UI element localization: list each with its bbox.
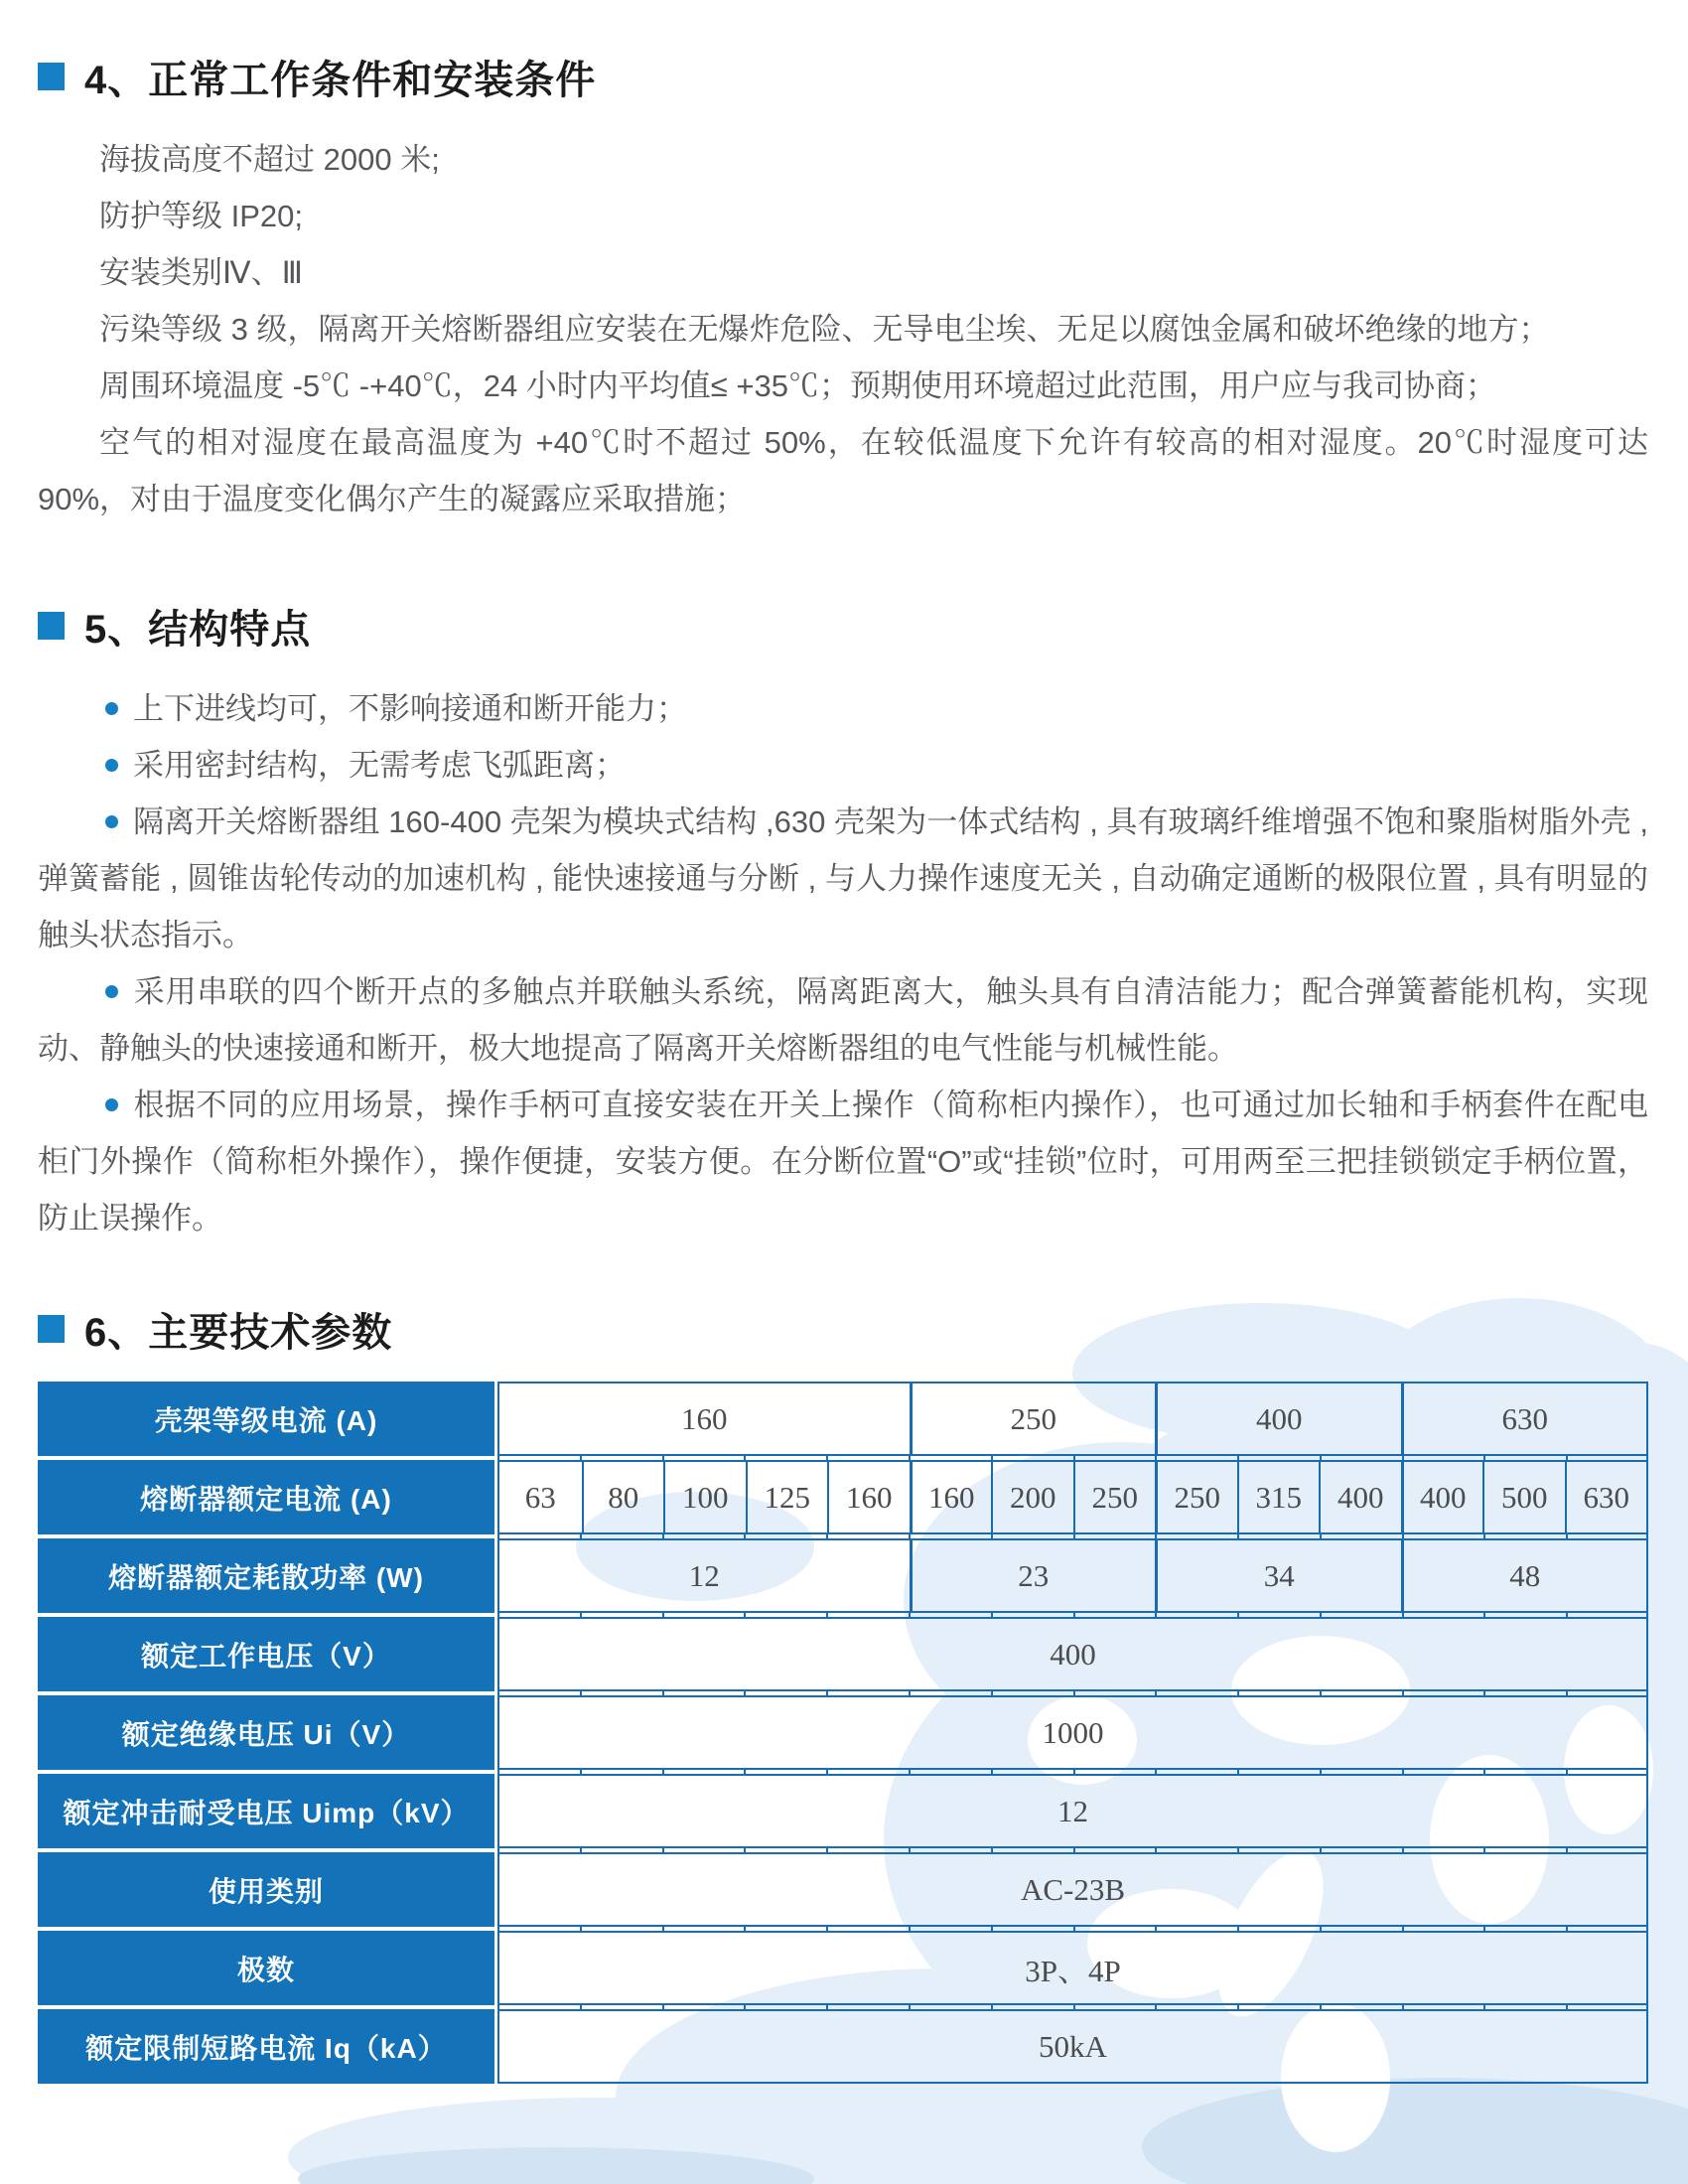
paragraph: 空气的相对湿度在最高温度为 +40℃时不超过 50%，在较低温度下允许有较高的相对湿度。20℃时湿度可达 90%，对由于温度变化偶尔产生的凝露应采取措施；	[38, 425, 1648, 516]
table-row	[38, 1460, 1648, 1534]
table-cell: 315	[1237, 1462, 1320, 1532]
table-cell: 400	[1050, 1636, 1096, 1672]
row-separator	[38, 1534, 1648, 1538]
table-row	[38, 2009, 1648, 2084]
table-row	[38, 1931, 1648, 2005]
table-cell: 630	[1401, 1383, 1647, 1454]
row-values	[497, 1695, 1648, 1770]
table-cell: 160	[910, 1462, 992, 1532]
table-row	[38, 1695, 1648, 1770]
paragraph: 海拔高度不超过 2000 米;	[99, 142, 440, 177]
table-cell: AC-23B	[1020, 1871, 1126, 1907]
blue-square-icon	[38, 612, 65, 640]
section-4-title: 4、正常工作条件和安装条件	[84, 58, 597, 102]
table-cell: 400	[1319, 1462, 1401, 1532]
table-cell: 23	[910, 1540, 1156, 1611]
row-label: 额定绝缘电压 Ui（V）	[38, 1695, 494, 1770]
row-label: 额定工作电压（V）	[38, 1617, 494, 1691]
section-5-title: 5、结构特点	[84, 607, 312, 652]
section-5-heading	[38, 601, 1688, 651]
paragraph: 安装类别Ⅳ、Ⅲ	[99, 255, 303, 290]
table-cell: 160	[681, 1400, 728, 1436]
table-cell: 200	[991, 1462, 1073, 1532]
bullet-text: 根据不同的应用场景，操作手柄可直接安装在开关上操作（简称柜内操作），也可通过加长轴和手柄套件在配电柜门外操作（简称柜外操作），操作便捷，安装方便。在分断位置“O”或“挂锁”位时，可用两至三把挂锁锁定手柄位置，防止误操作。	[38, 1088, 1648, 1236]
table-cell: 250	[910, 1383, 1156, 1454]
row-label: 熔断器额定耗散功率 (W)	[38, 1538, 494, 1613]
table-cell: 250	[1155, 1462, 1237, 1532]
table-row	[38, 1774, 1648, 1848]
row-label: 额定限制短路电流 Iq（kA）	[38, 2009, 494, 2084]
row-values	[497, 1538, 1648, 1613]
table-cell: 630	[1565, 1462, 1647, 1532]
row-values	[497, 1852, 1648, 1927]
bullet-dot-icon	[105, 985, 118, 998]
table-cell: 100	[663, 1462, 746, 1532]
table-row	[38, 1852, 1648, 1927]
table-cell: 12	[1057, 1793, 1088, 1828]
row-separator	[38, 1613, 1648, 1617]
row-separator	[38, 1770, 1648, 1774]
row-label: 极数	[38, 1931, 494, 2005]
row-label: 额定冲击耐受电压 Uimp（kV）	[38, 1774, 494, 1848]
table-cell: 34	[1155, 1540, 1401, 1611]
bullet-item	[38, 680, 1648, 737]
section-4-heading	[38, 52, 1688, 101]
row-label: 使用类别	[38, 1852, 494, 1927]
table-cell: 80	[582, 1462, 664, 1532]
blue-square-icon	[38, 1315, 65, 1343]
table-cell: 400	[1401, 1462, 1483, 1532]
row-label: 壳架等级电流 (A)	[38, 1382, 494, 1456]
section-5	[0, 601, 1688, 1246]
row-values	[497, 1774, 1648, 1848]
row-values	[497, 1460, 1648, 1534]
bullet-dot-icon	[105, 1098, 118, 1111]
row-values	[497, 2009, 1648, 2084]
tech-params-table	[38, 1382, 1648, 2084]
table-row	[38, 1617, 1648, 1691]
paragraph: 防护等级 IP20;	[99, 199, 303, 233]
section-6	[0, 1304, 1688, 2084]
row-values	[497, 1617, 1648, 1691]
bullet-text: 隔离开关熔断器组 160-400 壳架为模块式结构 ,630 壳架为一体式结构 , 具有玻璃纤维增强不饱和聚脂树脂外壳 , 弹簧蓄能 , 圆锥齿轮传动的加速机构 , 能快速接通与分断 , 与人力操作速度无关 , 自动确定通断的极限位置 , 具有明显的触头状态指示。	[38, 804, 1648, 952]
bullet-item	[38, 794, 1648, 963]
row-label: 熔断器额定电流 (A)	[38, 1460, 494, 1534]
table-row	[38, 1538, 1648, 1613]
section-4	[0, 52, 1688, 527]
paragraph: 污染等级 3 级，隔离开关熔断器组应安装在无爆炸危险、无导电尘埃、无足以腐蚀金属和破坏绝缘的地方；	[99, 312, 1550, 347]
bullet-item	[38, 1077, 1648, 1246]
table-cell: 50kA	[1039, 2028, 1107, 2064]
table-cell: 160	[827, 1462, 910, 1532]
bullet-item	[38, 963, 1648, 1077]
bullet-text: 采用串联的四个断开点的多触点并联触头系统，隔离距离大，触头具有自清洁能力；配合弹簧蓄能机构，实现动、静触头的快速接通和断开，极大地提高了隔离开关熔断器组的电气性能与机械性能。	[38, 974, 1648, 1066]
table-cell: 12	[688, 1557, 720, 1593]
row-separator	[38, 1927, 1648, 1931]
row-separator	[38, 1691, 1648, 1695]
row-values	[497, 1931, 1648, 2005]
table-cell: 400	[1155, 1383, 1401, 1454]
section-6-title: 6、主要技术参数	[84, 1310, 393, 1355]
table-cell: 48	[1401, 1540, 1647, 1611]
section-4-paragraphs	[0, 131, 1688, 527]
table-cell: 125	[746, 1462, 828, 1532]
blue-square-icon	[38, 63, 65, 90]
bullet-item	[38, 737, 1648, 794]
section-6-heading	[38, 1304, 1688, 1354]
bullet-dot-icon	[105, 702, 118, 715]
table-cell: 500	[1482, 1462, 1565, 1532]
table-cell: 63	[524, 1479, 556, 1515]
table-cell: 1000	[1042, 1714, 1104, 1750]
row-separator	[38, 1456, 1648, 1460]
bullet-text: 采用密封结构，无需考虑飞弧距离；	[133, 748, 626, 783]
table-cell: 250	[1073, 1462, 1156, 1532]
row-separator	[38, 2005, 1648, 2009]
table-row	[38, 1382, 1648, 1456]
row-values	[497, 1382, 1648, 1456]
page-content	[0, 52, 1688, 2084]
bullet-dot-icon	[105, 815, 118, 828]
bullet-text: 上下进线均可，不影响接通和断开能力；	[133, 691, 687, 726]
paragraph: 周围环境温度 -5℃ -+40℃，24 小时内平均值≤ +35℃；预期使用环境超过此范围，用户应与我司协商；	[99, 368, 1496, 403]
bullet-dot-icon	[105, 759, 118, 772]
table-cell: 3P、4P	[1025, 1954, 1121, 1988]
row-separator	[38, 1848, 1648, 1852]
section-5-bullet-list	[0, 680, 1688, 1246]
